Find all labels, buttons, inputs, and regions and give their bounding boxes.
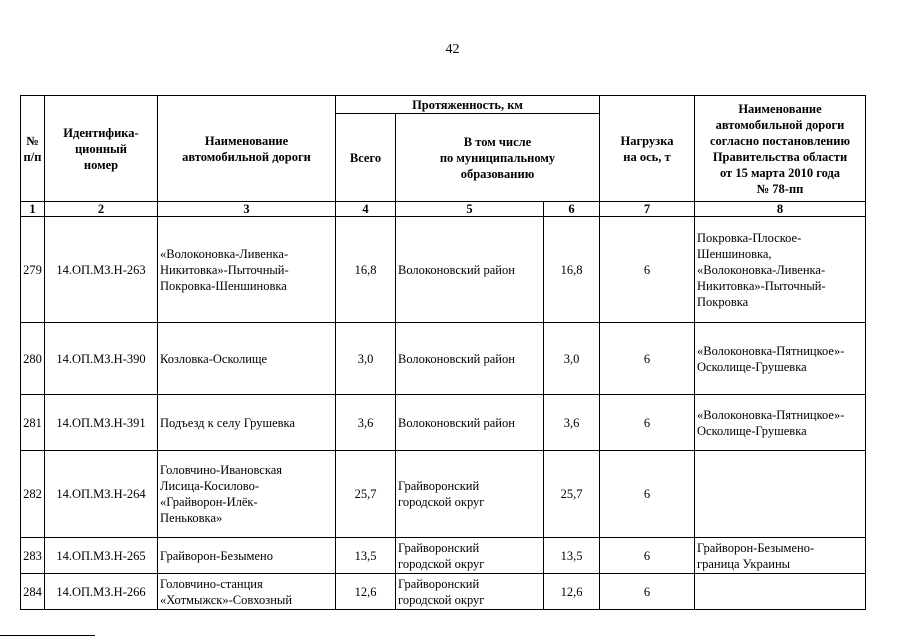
header-road-name: Наименование автомобильной дороги [158,96,336,202]
row-road-name: Подъезд к селу Грушевка [158,395,336,451]
row-axle-load: 6 [600,323,695,395]
row-municipal-km: 16,8 [544,217,600,323]
row-decree-name: Покровка-Плоское- Шеншиновка, «Волоконовка-Ливенка- Никитовка»-Пыточный- Покровка [695,217,866,323]
row-axle-load: 6 [600,395,695,451]
table-row [21,451,866,538]
roads-table [20,95,866,610]
row-municipal-km: 13,5 [544,538,600,574]
header-total: Всего [336,114,396,202]
row-number: 279 [21,217,45,323]
table-row [21,323,866,395]
header-municipal: В том числе по муниципальному образованию [396,114,600,202]
table-row [21,538,866,574]
header-ident: Идентифика- ционный номер [45,96,158,202]
header-row-1 [21,96,866,114]
row-municipality: Грайворонский городской округ [396,451,544,538]
column-number: 8 [695,202,866,217]
row-total-km: 16,8 [336,217,396,323]
column-number: 4 [336,202,396,217]
row-identifier: 14.ОП.МЗ.Н-265 [45,538,158,574]
row-identifier: 14.ОП.МЗ.Н-266 [45,574,158,610]
column-number: 1 [21,202,45,217]
row-road-name: Головчино-станция «Хотмыжск»-Совхозный [158,574,336,610]
header-axle-load: Нагрузка на ось, т [600,96,695,202]
row-municipal-km: 25,7 [544,451,600,538]
row-road-name: «Волоконовка-Ливенка- Никитовка»-Пыточный- Покровка-Шеншиновка [158,217,336,323]
row-identifier: 14.ОП.МЗ.Н-391 [45,395,158,451]
footnote-rule [0,635,95,636]
row-municipality: Грайворонский городской округ [396,574,544,610]
row-total-km: 3,6 [336,395,396,451]
row-decree-name: «Волоконовка-Пятницкое»- Осколище-Грушевка [695,323,866,395]
column-number: 5 [396,202,544,217]
row-axle-load: 6 [600,451,695,538]
row-total-km: 13,5 [336,538,396,574]
row-municipal-km: 3,0 [544,323,600,395]
column-number: 7 [600,202,695,217]
row-number: 284 [21,574,45,610]
table-row [21,217,866,323]
column-number: 2 [45,202,158,217]
row-road-name: Грайворон-Безымено [158,538,336,574]
row-municipal-km: 12,6 [544,574,600,610]
row-municipality: Волоконовский район [396,217,544,323]
row-number: 281 [21,395,45,451]
row-municipality: Волоконовский район [396,395,544,451]
row-identifier: 14.ОП.МЗ.Н-390 [45,323,158,395]
row-decree-name [695,451,866,538]
row-municipal-km: 3,6 [544,395,600,451]
row-axle-load: 6 [600,217,695,323]
row-decree-name: «Волоконовка-Пятницкое»- Осколище-Грушевка [695,395,866,451]
table-row [21,574,866,610]
table-row [21,395,866,451]
row-identifier: 14.ОП.МЗ.Н-263 [45,217,158,323]
header-length-group: Протяженность, км [336,96,600,114]
header-num: № п/п [21,96,45,202]
page-number: 42 [445,42,460,57]
column-number: 3 [158,202,336,217]
column-number-row [21,202,866,217]
row-road-name: Головчино-Ивановская Лисица-Косилово- «Грайворон-Илёк- Пеньковка» [158,451,336,538]
column-number: 6 [544,202,600,217]
row-total-km: 12,6 [336,574,396,610]
row-number: 282 [21,451,45,538]
row-decree-name: Грайворон-Безымено- граница Украины [695,538,866,574]
row-decree-name [695,574,866,610]
row-total-km: 3,0 [336,323,396,395]
row-total-km: 25,7 [336,451,396,538]
row-number: 280 [21,323,45,395]
header-decree-name: Наименование автомобильной дороги согласно постановлению Правительства области от 15 марта 2010 года № 78-пп [695,96,866,202]
row-identifier: 14.ОП.МЗ.Н-264 [45,451,158,538]
row-axle-load: 6 [600,574,695,610]
row-municipality: Грайворонский городской округ [396,538,544,574]
row-municipality: Волоконовский район [396,323,544,395]
row-number: 283 [21,538,45,574]
row-road-name: Козловка-Осколище [158,323,336,395]
row-axle-load: 6 [600,538,695,574]
